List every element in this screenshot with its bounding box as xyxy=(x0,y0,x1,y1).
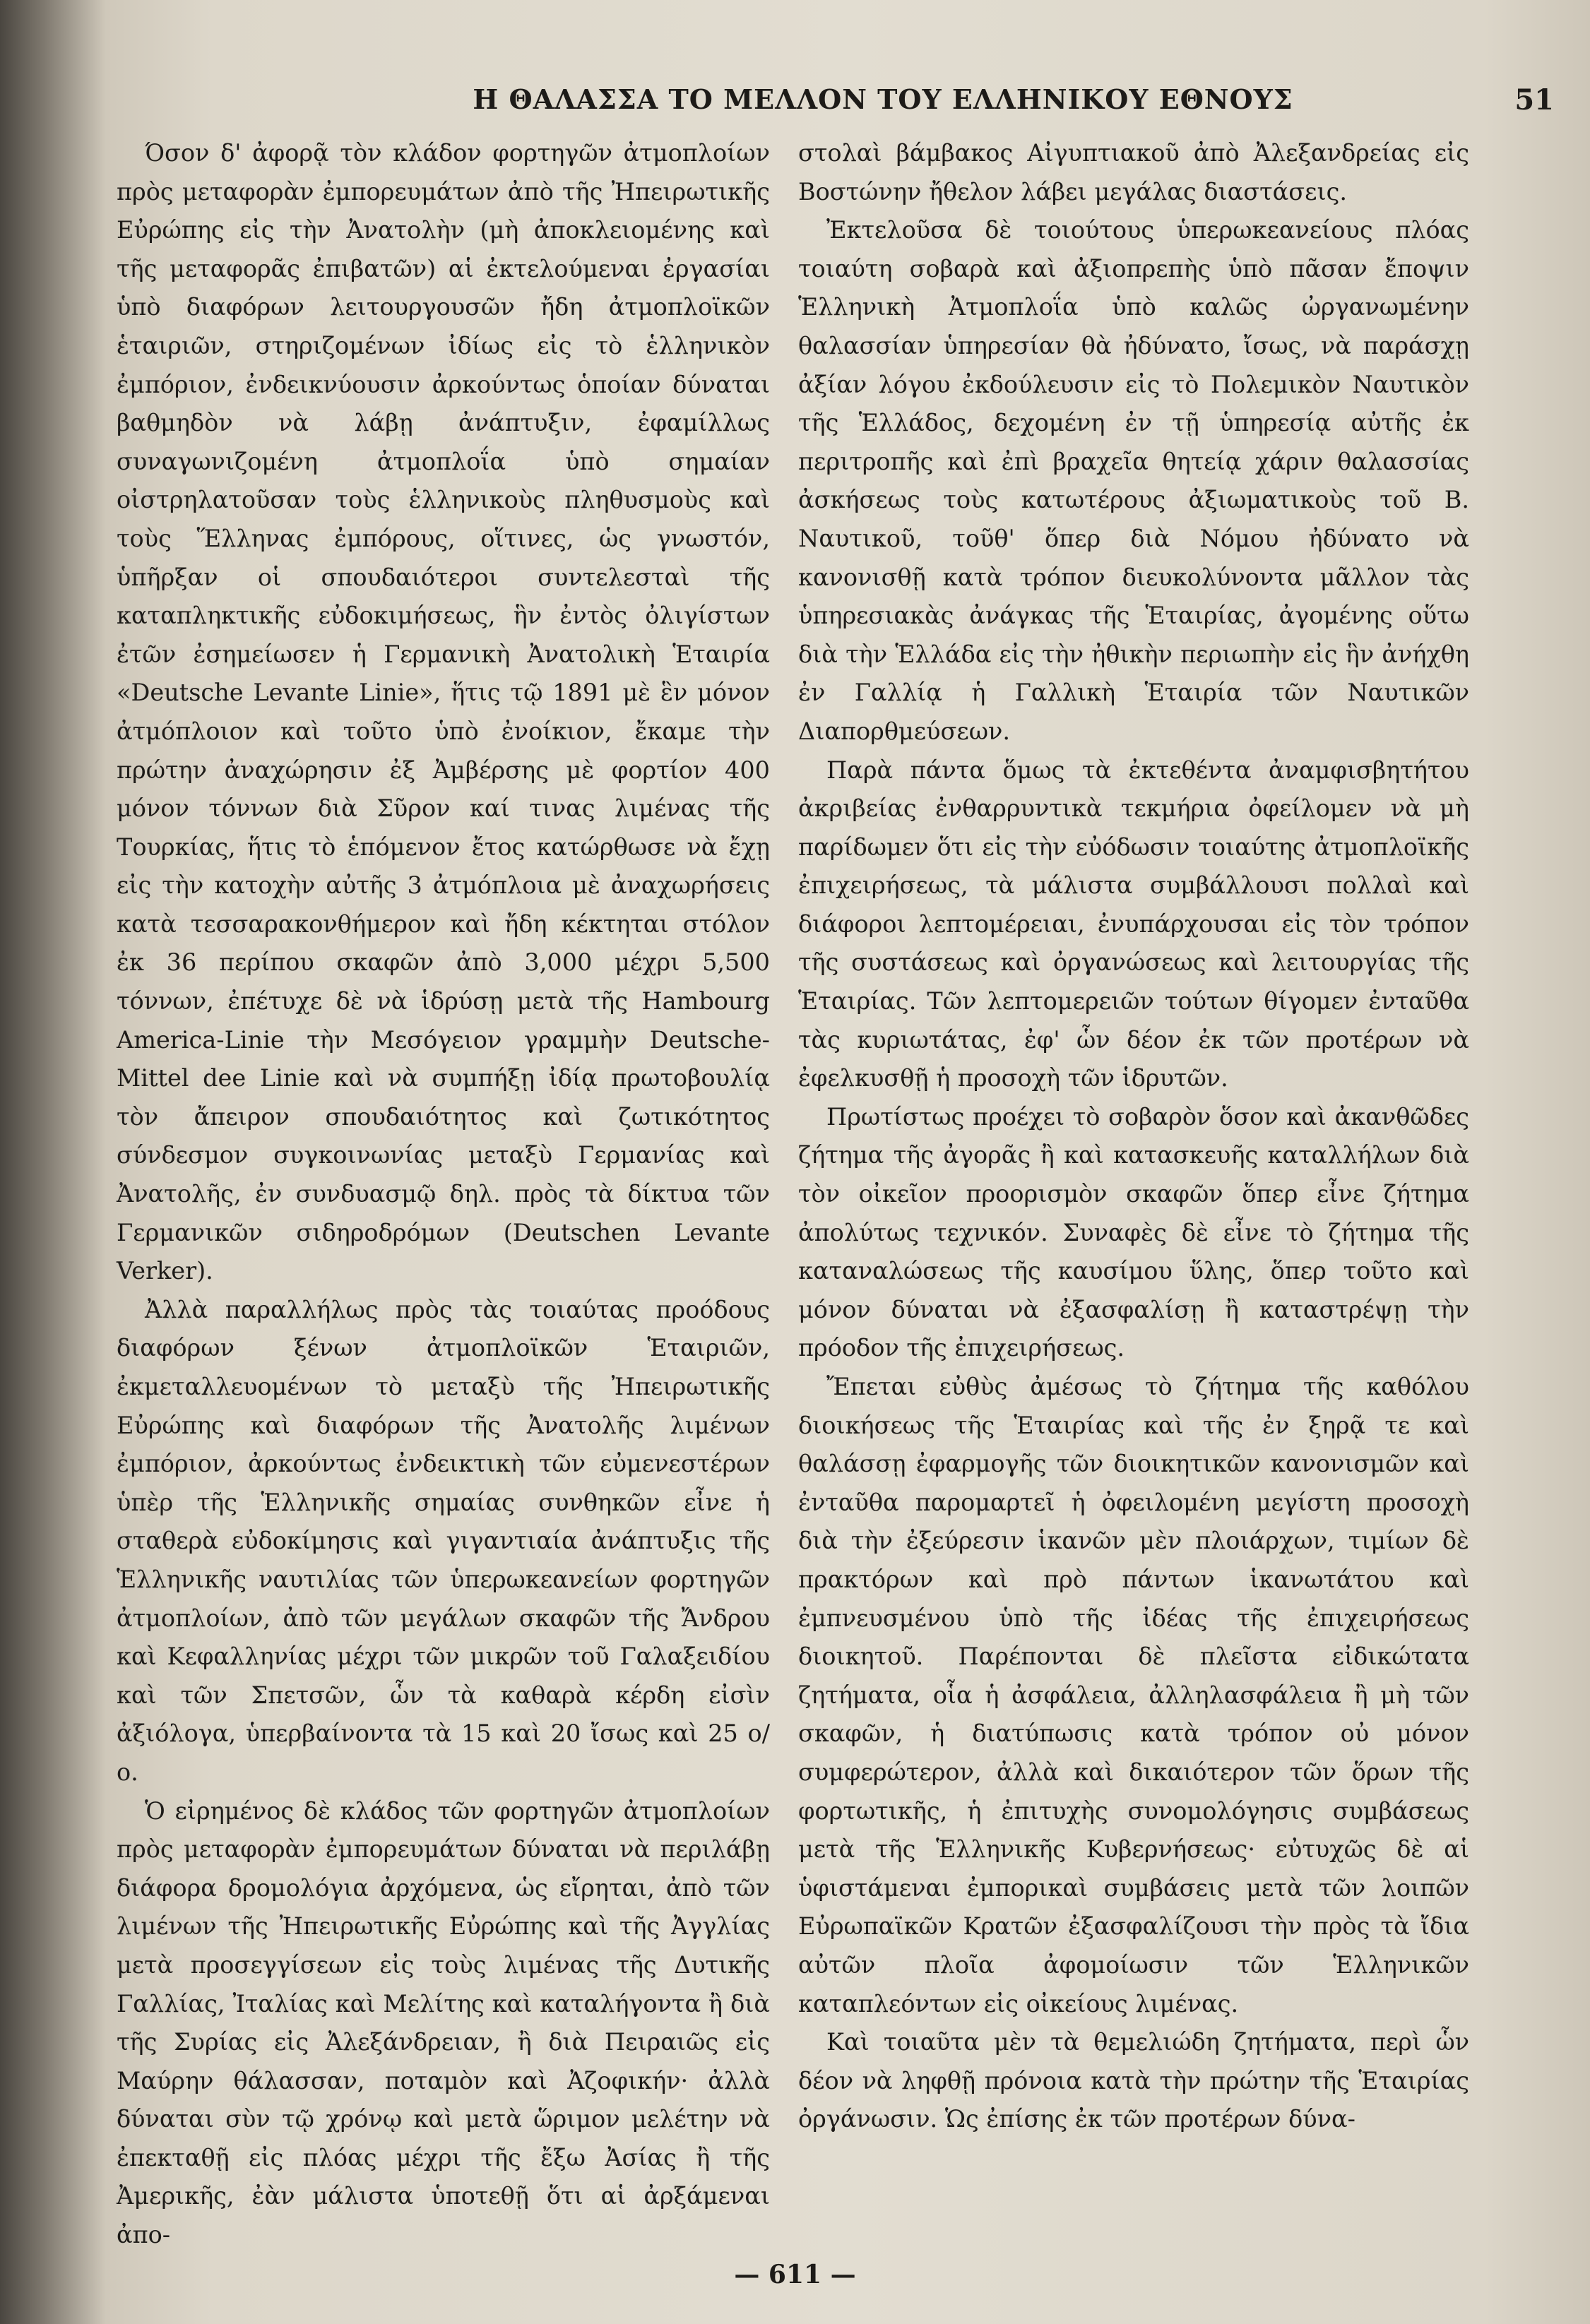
left-column xyxy=(117,134,770,2255)
paragraph: Ἔπεται εὐθὺς ἀμέσως τὸ ζήτημα τῆς καθόλου διοικήσεως τῆς Ἑταιρίας καὶ τῆς ἐν ξηρᾷ τε καὶ θαλάσσῃ ἐφαρμογῆς τῶν διοικητικῶν κανονισμῶν καὶ ἐνταῦθα παρομαρτεῖ ἡ ὀφειλομένη μεγίστη προσοχὴ διὰ τὴν ἐξεύρεσιν ἱκανῶν μὲν πλοιάρχων, τιμίων δὲ πρακτόρων καὶ πρὸ πάντων ἱκανωτάτου καὶ ἐμπνευσμένου ὑπὸ τῆς ἰδέας τῆς ἐπιχειρήσεως διοικητοῦ. Παρέπονται δὲ πλεῖστα εἰδικώτατα ζητήματα, οἷα ἡ ἀσφάλεια, ἀλληλασφάλεια ἢ μὴ τῶν σκαφῶν, ἡ διατύπωσις κατὰ τρόπον οὐ μόνον συμφερώτερον, ἀλλὰ καὶ δικαιότερον τῶν ὅρων τῆς φορτωτικῆς, ἡ ἐπιτυχὴς συνομολόγησις συμβάσεως μετὰ τῆς Ἑλληνικῆς Κυβερνήσεως· εὐτυχῶς δὲ αἱ ὑφιστάμεναι ἐμπορικαὶ συμβάσεις μετὰ τῶν λοιπῶν Εὐρωπαϊκῶν Κρατῶν ἐξασφαλίζουσι τὴν πρὸς τὰ ἴδια αὐτῶν πλοῖα ἀφομοίωσιν τῶν Ἑλληνικῶν καταπλεόντων εἰς οἰκείους λιμένας. xyxy=(798,1373,1469,2018)
paragraph-continued: στολαὶ βάμβακος Αἰγυπτιακοῦ ἀπὸ Ἀλεξανδρείας εἰς Βοστώνην ἤθελον λάβει μεγάλας διαστάσεις. xyxy=(798,139,1469,205)
paragraph: Καὶ τοιαῦτα μὲν τὰ θεμελιώδη ζητήματα, περὶ ὧν δέον νὰ ληφθῇ πρόνοια κατὰ τὴν πρώτην τῆς Ἑταιρίας ὀργάνωσιν. Ὡς ἐπίσης ἐκ τῶν προτέρων δύνα- xyxy=(798,2028,1469,2133)
page-folio: — 611 — xyxy=(734,2260,856,2289)
running-head: Η ΘΑΛΑΣΣΑ ΤΟ ΜΕΛΛΟΝ ΤΟΥ ΕΛΛΗΝΙΚΟΥ ΕΘΝΟΥΣ xyxy=(473,83,1293,115)
page-header xyxy=(106,83,1554,133)
paragraph: Ὁ εἰρημένος δὲ κλάδος τῶν φορτηγῶν ἀτμοπλοίων πρὸς μεταφορὰν ἐμπορευμάτων δύναται νὰ περιλάβῃ διάφορα δρομολόγια ἀρχόμενα, ὡς εἴρηται, ἀπὸ τῶν λιμένων τῆς Ἠπειρωτικῆς Εὐρώπης καὶ τῆς Ἀγγλίας μετὰ προσεγγίσεων εἰς τοὺς λιμένας τῆς Δυτικῆς Γαλλίας, Ἰταλίας καὶ Μελίτης καὶ καταλήγοντα ἢ διὰ τῆς Συρίας εἰς Ἀλεξάνδρειαν, ἢ διὰ Πειραιῶς εἰς Μαύρην θάλασσαν, ποταμὸν καὶ Ἀζοφικήν· ἀλλὰ δύναται σὺν τῷ χρόνῳ καὶ μετὰ ὥριμον μελέτην νὰ ἐπεκταθῇ εἰς πλόας μέχρι τῆς ἔξω Ἀσίας ἢ τῆς Ἀμερικῆς, ἐὰν μάλιστα ὑποτεθῇ ὅτι αἱ ἀρξάμεναι ἀπο- xyxy=(117,1796,770,2249)
paragraph: Ἐκτελοῦσα δὲ τοιούτους ὑπερωκεανείους πλόας τοιαύτη σοβαρὰ καὶ ἀξιοπρεπὴς ὑπὸ πᾶσαν ἔποψιν Ἑλληνικὴ Ἀτμοπλοΐα ὑπὸ καλῶς ὠργανωμένην θαλασσίαν ὑπηρεσίαν θὰ ἠδύνατο, ἴσως, νὰ παράσχῃ ἀξίαν λόγου ἐκδούλευσιν εἰς τὸ Πολεμικὸν Ναυτικὸν τῆς Ἑλλάδος, δεχομένη ἐν τῇ ὑπηρεσίᾳ αὐτῆς ἐκ περιτροπῆς καὶ ἐπὶ βραχεῖα θητείᾳ χάριν θαλασσίας ἀσκήσεως τοὺς κατωτέρους ἀξιωματικοὺς τοῦ Β. Ναυτικοῦ, τοῦθ' ὅπερ διὰ Νόμου ἠδύνατο νὰ κανονισθῇ κατὰ τρόπον διευκολύνοντα μᾶλλον τὰς ὑπηρεσιακὰς ἀνάγκας τῆς Ἑταιρίας, ἀγομένης οὕτω διὰ τὴν Ἑλλάδα εἰς τὴν ἠθικὴν περιωπὴν εἰς ἣν ἀνήχθη ἐν Γαλλίᾳ ἡ Γαλλικὴ Ἑταιρία τῶν Ναυτικῶν Διαπορθμεύσεων. xyxy=(798,216,1469,745)
paragraph: Παρὰ πάντα ὅμως τὰ ἐκτεθέντα ἀναμφισβητήτου ἀκριβείας ἐνθαρρυντικὰ τεκμήρια ὀφείλομεν νὰ μὴ παρίδωμεν ὅτι εἰς τὴν εὐόδωσιν τοιαύτης ἀτμοπλοϊκῆς ἐπιχειρήσεως, τὰ μάλιστα συμβάλλουσι πολλαὶ καὶ διάφοροι λεπτομέρειαι, ἐνυπάρχουσαι εἰς τὸν τρόπον τῆς συστάσεως καὶ ὀργανώσεως καὶ λειτουργίας τῆς Ἑταιρίας. Τῶν λεπτομερειῶν τούτων θίγομεν ἐνταῦθα τὰς κυριωτάτας, ἐφ' ὧν δέον ἐκ τῶν προτέρων νὰ ἐφελκυσθῇ ἡ προσοχὴ τῶν ἱδρυτῶν. xyxy=(798,756,1469,1092)
paragraph: Ἀλλὰ παραλλήλως πρὸς τὰς τοιαύτας προόδους διαφόρων ξένων ἀτμοπλοϊκῶν Ἑταιριῶν, ἐκμεταλλευομένων τὸ μεταξὺ τῆς Ἠπειρωτικῆς Εὐρώπης καὶ διαφόρων τῆς Ἀνατολῆς λιμένων ἐμπόριον, ἀρκούντως ἐνδεικτικὴ τῶν εὐμενεστέρων ὑπὲρ τῆς Ἑλληνικῆς σημαίας συνθηκῶν εἶνε ἡ σταθερὰ εὐδοκίμησις καὶ γιγαντιαία ἀνάπτυξις τῆς Ἑλληνικῆς ναυτιλίας τῶν ὑπερωκεανείων φορτηγῶν ἀτμοπλοίων, ἀπὸ τῶν μεγάλων σκαφῶν τῆς Ἄνδρου καὶ Κεφαλληνίας μέχρι τῶν μικρῶν τοῦ Γαλαξειδίου καὶ τῶν Σπετσῶν, ὧν τὰ καθαρὰ κέρδη εἰσὶν ἀξιόλογα, ὑπερβαίνοντα τὰ 15 καὶ 20 ἴσως καὶ 25 ο/ο. xyxy=(117,1295,770,1786)
paragraph: Πρωτίστως προέχει τὸ σοβαρὸν ὅσον καὶ ἀκανθῶδες ζήτημα τῆς ἀγορᾶς ἢ καὶ κατασκευῆς καταλλήλων διὰ τὸν οἰκεῖον προορισμὸν σκαφῶν ὅπερ εἶνε ζήτημα ἀπολύτως τεχνικόν. Συναφὲς δὲ εἶνε τὸ ζήτημα τῆς καταναλώσεως τῆς καυσίμου ὕλης, ὅπερ τοῦτο καὶ μόνον δύναται νὰ ἐξασφαλίσῃ ἢ καταστρέψῃ τὴν πρόοδον τῆς ἐπιχειρήσεως. xyxy=(798,1102,1469,1362)
right-column xyxy=(798,134,1469,2139)
paragraph: Όσον δ' ἀφορᾷ τὸν κλάδον φορτηγῶν ἀτμοπλοίων πρὸς μεταφορὰν ἐμπορευμάτων ἀπὸ τῆς Ἠπειρωτικῆς Εὐρώπης εἰς τὴν Ἀνατολὴν (μὴ ἀποκλειομένης καὶ τῆς μεταφορᾶς ἐπιβατῶν) αἱ ἐκτελούμεναι ἐργασίαι ὑπὸ διαφόρων λειτουργουσῶν ἤδη ἀτμοπλοϊκῶν ἑταιριῶν, στηριζομένων ἰδίως εἰς τὸ ἑλληνικὸν ἐμπόριον, ἐνδεικνύουσιν ἀρκούντως ὁποίαν δύναται βαθμηδὸν νὰ λάβῃ ἀνάπτυξιν, ἐφαμίλλως συναγωνιζομένη ἀτμοπλοΐα ὑπὸ σημαίαν οἰστρηλατοῦσαν τοὺς ἑλληνικοὺς πληθυσμοὺς καὶ τοὺς Ἕλληνας ἐμπόρους, οἵτινες, ὡς γνωστόν, ὑπῆρξαν οἱ σπουδαιότεροι συντελεσταὶ τῆς καταπληκτικῆς εὐδοκιμήσεως, ἣν ἐντὸς ὀλιγίστων ἐτῶν ἐσημείωσεν ἡ Γερμανικὴ Ἀνατολικὴ Ἑταιρία «Deutsche Levante Linie», ἥτις τῷ 1891 μὲ ἓν μόνον ἀτμόπλοιον καὶ τοῦτο ὑπὸ ἐνοίκιον, ἔκαμε τὴν πρώτην ἀναχώρησιν ἐξ Ἀμβέρσης μὲ φορτίον 400 μόνον τόννων διὰ Σῦρον καί τινας λιμένας τῆς Τουρκίας, ἥτις τὸ ἑπόμενον ἔτος κατώρθωσε νὰ ἔχῃ εἰς τὴν κατοχὴν αὐτῆς 3 ἀτμόπλοια μὲ ἀναχωρήσεις κατὰ τεσσαρακονθήμερον καὶ ἤδη κέκτηται στόλον ἐκ 36 περίπου σκαφῶν ἀπὸ 3,000 μέχρι 5,500 τόννων, ἐπέτυχε δὲ νὰ ἱδρύσῃ μετὰ τῆς Hambourg America-Linie τὴν Μεσόγειον γραμμὴν Deutsche-Mittel dee Linie καὶ νὰ συμπήξῃ ἰδίᾳ πρωτοβουλίᾳ τὸν ἄπειρον σπουδαιότητος καὶ ζωτικότητος σύνδεσμον συγκοινωνίας μεταξὺ Γερμανίας καὶ Ἀνατολῆς, ἐν συνδυασμῷ δηλ. πρὸς τὰ δίκτυα τῶν Γερμανικῶν σιδηροδρόμων (Deutschen Levante Verker). xyxy=(117,139,770,1285)
page-number: 51 xyxy=(1514,83,1554,117)
